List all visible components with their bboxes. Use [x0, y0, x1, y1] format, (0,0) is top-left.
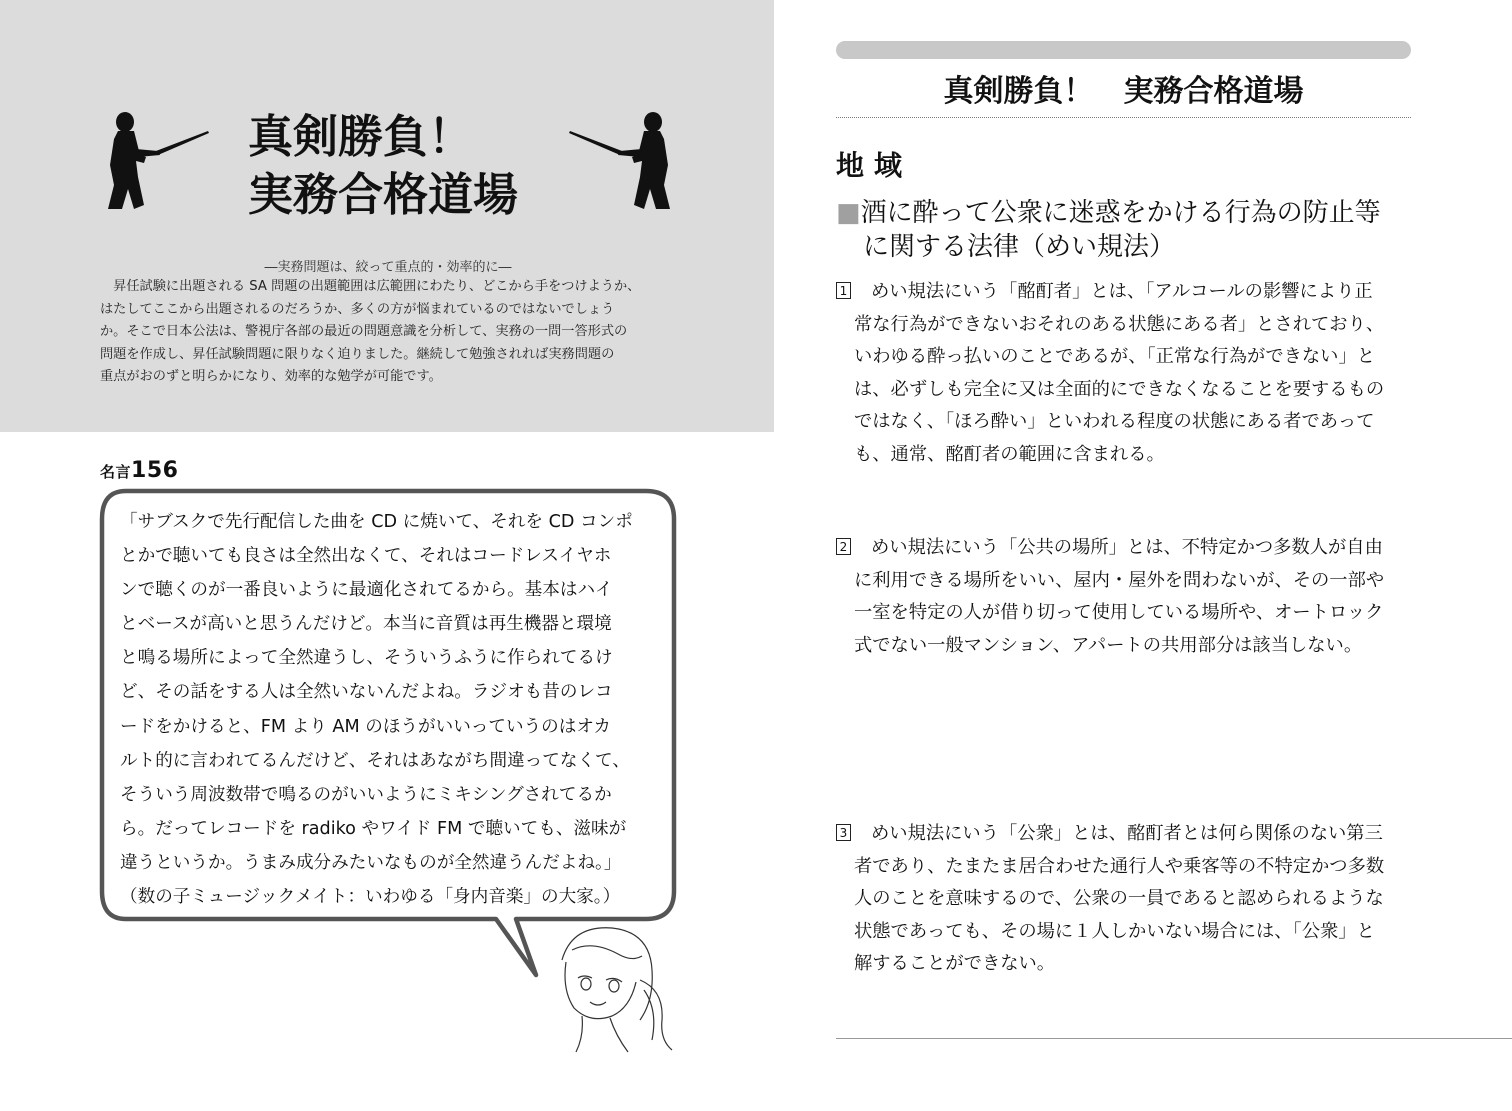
question-line: 者であり、たまたま居合わせた通行人や乗客等の不特定かつ多数	[854, 855, 1385, 877]
girl-illustration-icon	[532, 920, 682, 1054]
quote-line: ンで聴くのが一番良いように最適化されてるから。基本はハイ	[120, 580, 613, 601]
quote-line: とベースが高いと思うんだけど。本当に音質は再生機器と環境	[120, 614, 612, 635]
intro-line: 重点がおのずと明らかになり、効率的な勉学が可能です。	[100, 369, 442, 385]
quote-line: 「サブスクで先行配信した曲を CD に焼いて、それを CD コンポ	[120, 512, 633, 532]
question-number-badge: 2	[836, 538, 851, 555]
dojo-title-line1: 真剣勝負！	[248, 110, 474, 163]
kendo-fighter-right-icon	[566, 105, 678, 215]
question-line: 人のことを意味するので、公衆の一員であると認められるような	[854, 888, 1384, 909]
question-line: ではなく、「ほろ酔い」といわれる程度の状態にある者であって	[854, 411, 1375, 432]
quote-line: ど、その話をする人は全然いないんだよね。ラジオも昔のレコ	[120, 682, 613, 703]
quote-line: ルト的に言われてるんだけど、それはあながち間違ってなくて、	[120, 750, 630, 771]
page-title: 真剣勝負！ 実務合格道場	[943, 74, 1304, 109]
question-1	[836, 276, 1416, 471]
kendo-fighter-left-icon	[100, 105, 212, 215]
intro-line: か。そこで日本公法は、警視庁各部の最近の問題意識を分析して、実務の一問一答形式の	[100, 324, 628, 340]
title-divider	[836, 117, 1411, 118]
question-line: は、必ずしも完全に又は全面的にできなくなることを要するもの	[854, 378, 1385, 400]
question-line: に利用できる場所をいい、屋内・屋外を問わないが、その一部や	[854, 569, 1385, 591]
question-number-badge: 1	[836, 282, 851, 299]
question-line: めい規法にいう「公共の場所」とは、不特定かつ多数人が自由	[871, 537, 1383, 558]
dojo-title	[248, 108, 568, 224]
law-title	[836, 196, 1416, 264]
quote-label-number: 156	[131, 458, 179, 483]
intro-line: 問題を作成し、昇任試験問題に限りなく迫りました。継続して勉強されれば実務問題の	[100, 346, 615, 362]
question-3	[836, 818, 1416, 981]
question-line: 一室を特定の人が借り切って使用している場所や、オートロック	[854, 602, 1384, 623]
intro-line: はたしてここから出題されるのだろうか、多くの方が悩まれているのではないでしょう	[100, 301, 615, 317]
quote-line: そういう周波数帯で鳴るのがいいようにミキシングされてるか	[120, 784, 612, 805]
question-line: も、通常、酩酊者の範囲に含まれる。	[854, 443, 1165, 465]
quote-line: ら。だってレコードを radiko やワイド FM で聴いても、滋味が	[120, 818, 627, 839]
question-line: 常な行為ができないおそれのある状態にある者」とされており、	[854, 313, 1385, 335]
question-2	[836, 532, 1416, 662]
quote-line: と鳴る場所によって全然違うし、そういうふうに作られてるけ	[120, 648, 613, 669]
law-title-line2: に関する法律（めい規法）	[863, 232, 1176, 262]
intro-paragraph	[100, 276, 680, 389]
question-line: 式でない一般マンション、アパートの共用部分は該当しない。	[854, 634, 1363, 656]
intro-line: 昇任試験に出題される SA 問題の出題範囲は広範囲にわたり、どこから手をつけようか、	[100, 279, 641, 294]
dojo-title-line2: 実務合格道場	[248, 168, 519, 221]
question-line: 状態であっても、その場に１人しかいない場合には、「公衆」と	[854, 920, 1375, 942]
square-marker-icon: ■	[836, 198, 861, 228]
bottom-divider	[836, 1038, 1512, 1039]
question-number-badge: 3	[836, 824, 851, 841]
quote-line: （数の子ミュージックメイト：いわゆる「身内音楽」の大家。）	[120, 887, 621, 908]
quote-line: とかで聴いても良さは全然出なくて、それはコードレスイヤホ	[120, 546, 612, 567]
header-bar	[836, 41, 1411, 59]
question-line: いわゆる酔っ払いのことであるが、「正常な行為ができない」と	[854, 346, 1376, 367]
question-line: めい規法にいう「公衆」とは、酩酊者とは何ら関係のない第三	[871, 823, 1383, 844]
quote-label-prefix: 名言	[100, 463, 132, 481]
quote-line: 違うというか。うまみ成分みたいなものが全然違うんだよね。」	[120, 852, 622, 873]
law-title-line1: 酒に酔って公衆に迷惑をかける行為の防止等	[860, 198, 1381, 228]
question-line: めい規法にいう「酩酊者」とは、「アルコールの影響により正	[871, 281, 1373, 302]
quote-label	[100, 458, 178, 483]
section-heading: 地域	[836, 149, 913, 182]
quote-line: ードをかけると、FM より AM のほうがいいっていうのはオカ	[120, 716, 612, 737]
question-line: 解することができない。	[854, 953, 1056, 974]
intro-subtitle: ―実務問題は、絞って重点的・効率的に―	[264, 260, 512, 275]
quote-text	[120, 505, 668, 914]
